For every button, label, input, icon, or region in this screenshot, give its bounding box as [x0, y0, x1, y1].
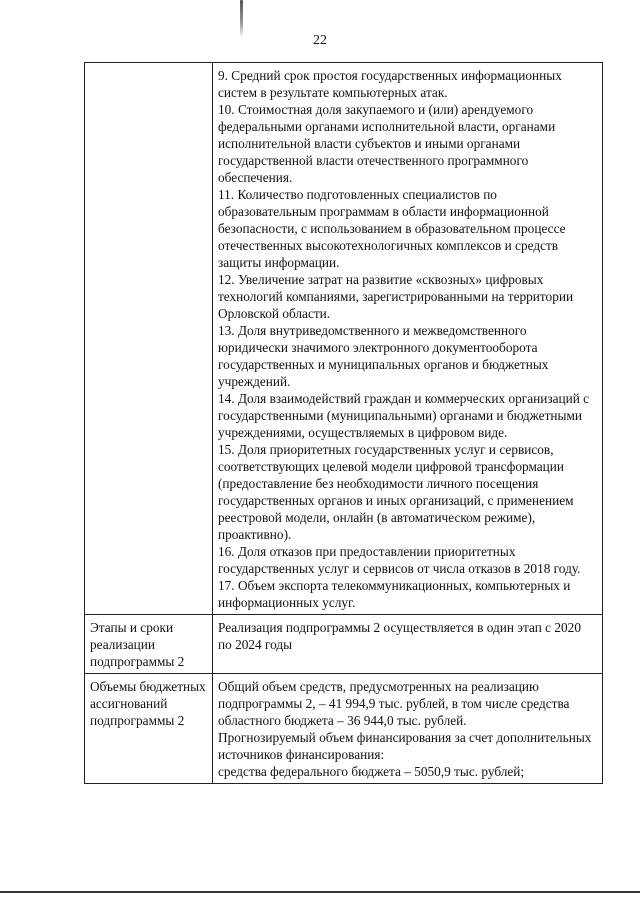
table-row-indicators	[85, 63, 603, 615]
bottom-rule	[0, 891, 640, 893]
table-row-stages	[85, 615, 603, 674]
budget-line: Общий объем средств, предусмотренных на реализацию подпрограммы 2, – 41 994,9 тыс. рублей, в том числе средства областного бюджета – 36 944,0 тыс. рублей.	[218, 679, 570, 728]
budget-cell	[213, 674, 603, 784]
stages-text: Реализация подпрограммы 2 осуществляется в один этап с 2020 по 2024 годы	[213, 615, 603, 674]
indicator-item: 13. Доля внутриведомственного и межведомственного юридически значимого электронного документооборота государственных и муниципальных органов и бюджетных учреждений.	[218, 323, 549, 389]
table-row-budget	[85, 674, 603, 784]
indicators-cell	[213, 63, 603, 615]
budget-label: Объемы бюджетных ассигнований подпрограммы 2	[85, 674, 213, 784]
stages-label: Этапы и сроки реализации подпрограммы 2	[85, 615, 213, 674]
budget-line: средства федерального бюджета – 5050,9 тыс. рублей;	[218, 764, 525, 779]
indicator-item: 10. Стоимостная доля закупаемого и (или) арендуемого федеральными органами исполнительной власти, органами исполнительной власти субъектов и иными органами государственной власти отечественного программного обеспечения.	[218, 102, 556, 185]
indicator-item: 11. Количество подготовленных специалистов по образовательным программам в области информационной безопасности, с использованием в образовательном процессе отечественных высокотехнологичных комплексов и средств защиты информации.	[218, 187, 566, 270]
indicator-item: 15. Доля приоритетных государственных услуг и сервисов, соответствующих целевой модели цифровой трансформации (предоставление без необходимости личного посещения государственных органов и иных организаций, с применением реестровой модели, онлайн (в автоматическом режиме), проактивно).	[218, 442, 574, 542]
page-number: 22	[313, 33, 327, 48]
passport-table	[84, 62, 603, 784]
indicator-item: 17. Объем экспорта телекоммуникационных, компьютерных и информационных услуг.	[218, 578, 571, 610]
indicator-item: 14. Доля взаимодействий граждан и коммерческих организаций с государственными (муниципальными) органами и бюджетными учреждениями, осуществляемых в цифровом виде.	[218, 391, 590, 440]
indicator-item: 9. Средний срок простоя государственных информационных систем в результате компьютерных атак.	[218, 68, 562, 100]
indicator-item: 12. Увеличение затрат на развитие «сквозных» цифровых технологий компаниями, зарегистрированными на территории Орловской области.	[218, 272, 574, 321]
indicators-label-cell	[85, 63, 213, 615]
indicator-item: 16. Доля отказов при предоставлении приоритетных государственных услуг и сервисов от числа отказов в 2018 году.	[218, 544, 581, 576]
budget-line: Прогнозируемый объем финансирования за счет дополнительных источников финансирования:	[218, 730, 592, 762]
